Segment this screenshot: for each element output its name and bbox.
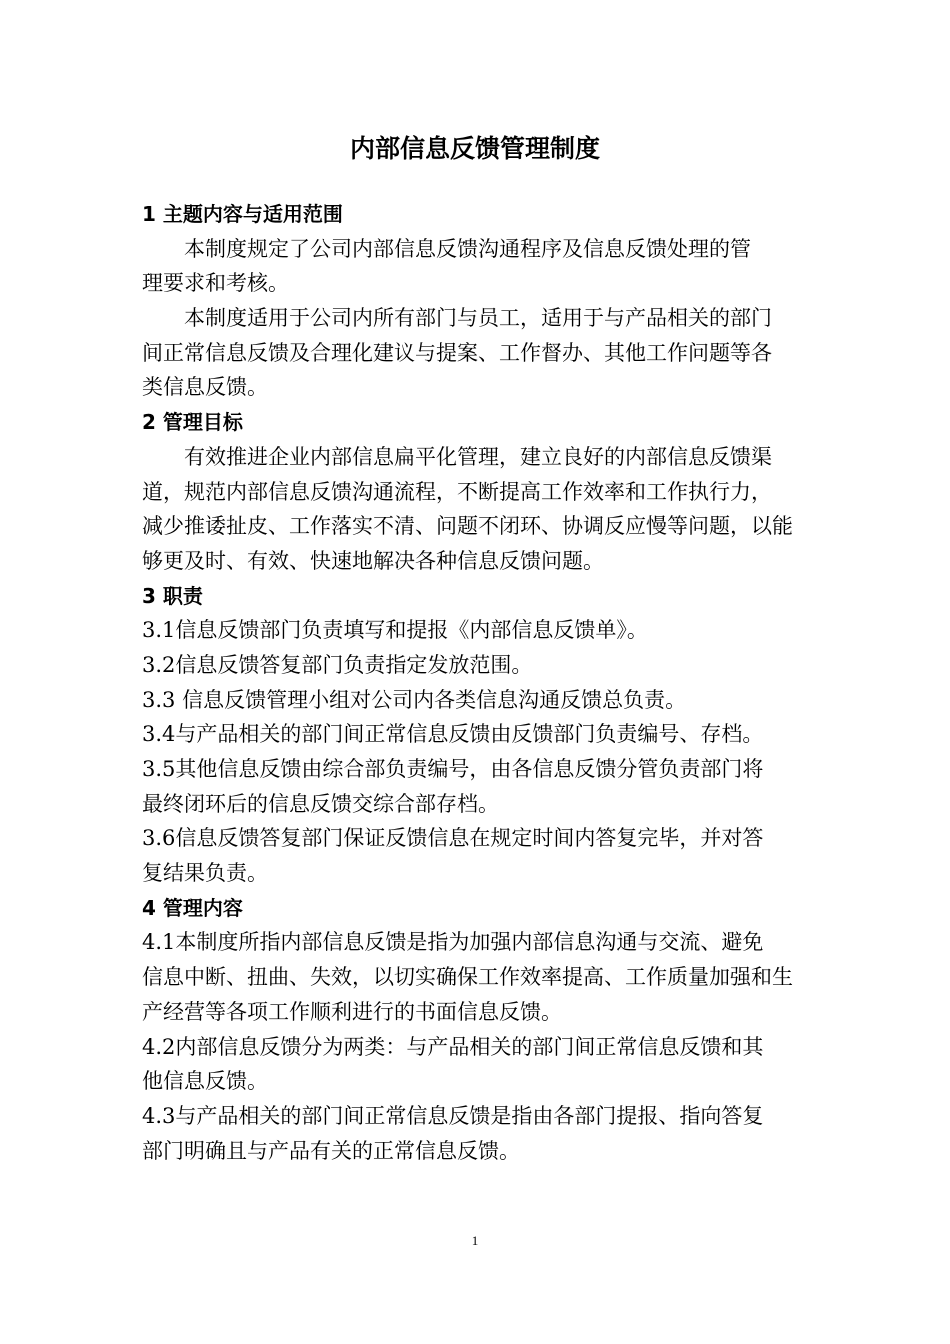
paragraph-line: 类信息反馈。	[142, 375, 268, 400]
clause-line: 3.6信息反馈答复部门保证反馈信息在规定时间内答复完毕，并对答	[142, 826, 764, 851]
document-title: 内部信息反馈管理制度	[349, 134, 600, 163]
section-heading-3: 3 职责	[142, 583, 203, 608]
clause-line: 产经营等各项工作顺利进行的书面信息反馈。	[142, 999, 562, 1024]
document-body	[142, 197, 810, 1168]
clause-line: 3.3 信息反馈管理小组对公司内各类信息沟通反馈总负责。	[142, 687, 687, 712]
clause-line: 信息中断、扭曲、失效，以切实确保工作效率提高、工作质量加强和生	[142, 965, 793, 990]
paragraph-line: 间正常信息反馈及合理化建议与提案、工作督办、其他工作问题等各	[142, 340, 772, 365]
clause-line: 最终闭环后的信息反馈交综合部存档。	[142, 791, 499, 816]
clause-line: 复结果负责。	[142, 861, 268, 886]
paragraph-line: 有效推进企业内部信息扁平化管理，建立良好的内部信息反馈渠	[184, 444, 772, 469]
clause-line: 4.1本制度所指内部信息反馈是指为加强内部信息沟通与交流、避免	[142, 930, 764, 955]
clause-line: 3.4与产品相关的部门间正常信息反馈由反馈部门负责编号、存档。	[142, 722, 764, 747]
paragraph-line: 够更及时、有效、快速地解决各种信息反馈问题。	[142, 548, 604, 573]
page-number: 1	[471, 1233, 479, 1248]
clause-line: 他信息反馈。	[142, 1069, 268, 1094]
section-heading-1: 1 主题内容与适用范围	[142, 202, 343, 226]
clause-line: 4.3与产品相关的部门间正常信息反馈是指由各部门提报、指向答复	[142, 1103, 764, 1128]
paragraph-line: 本制度适用于公司内所有部门与员工，适用于与产品相关的部门	[184, 306, 772, 331]
paragraph-line: 本制度规定了公司内部信息反馈沟通程序及信息反馈处理的管	[184, 236, 751, 261]
clause-line: 部门明确且与产品有关的正常信息反馈。	[142, 1138, 520, 1163]
section-heading-2: 2 管理目标	[142, 410, 243, 435]
section-heading-4: 4 管理内容	[142, 895, 243, 920]
clause-line: 4.2内部信息反馈分为两类：与产品相关的部门间正常信息反馈和其	[142, 1034, 764, 1059]
paragraph-line: 道，规范内部信息反馈沟通流程，不断提高工作效率和工作执行力，	[142, 479, 772, 504]
clause-line: 3.1信息反馈部门负责填写和提报《内部信息反馈单》。	[142, 618, 648, 643]
paragraph-line: 减少推诿扯皮、工作落实不清、问题不闭环、协调反应慢等问题，以能	[142, 514, 793, 539]
clause-line: 3.2信息反馈答复部门负责指定发放范围。	[142, 652, 533, 677]
paragraph-line: 理要求和考核。	[142, 271, 289, 296]
clause-line: 3.5其他信息反馈由综合部负责编号，由各信息反馈分管负责部门将	[142, 757, 764, 781]
